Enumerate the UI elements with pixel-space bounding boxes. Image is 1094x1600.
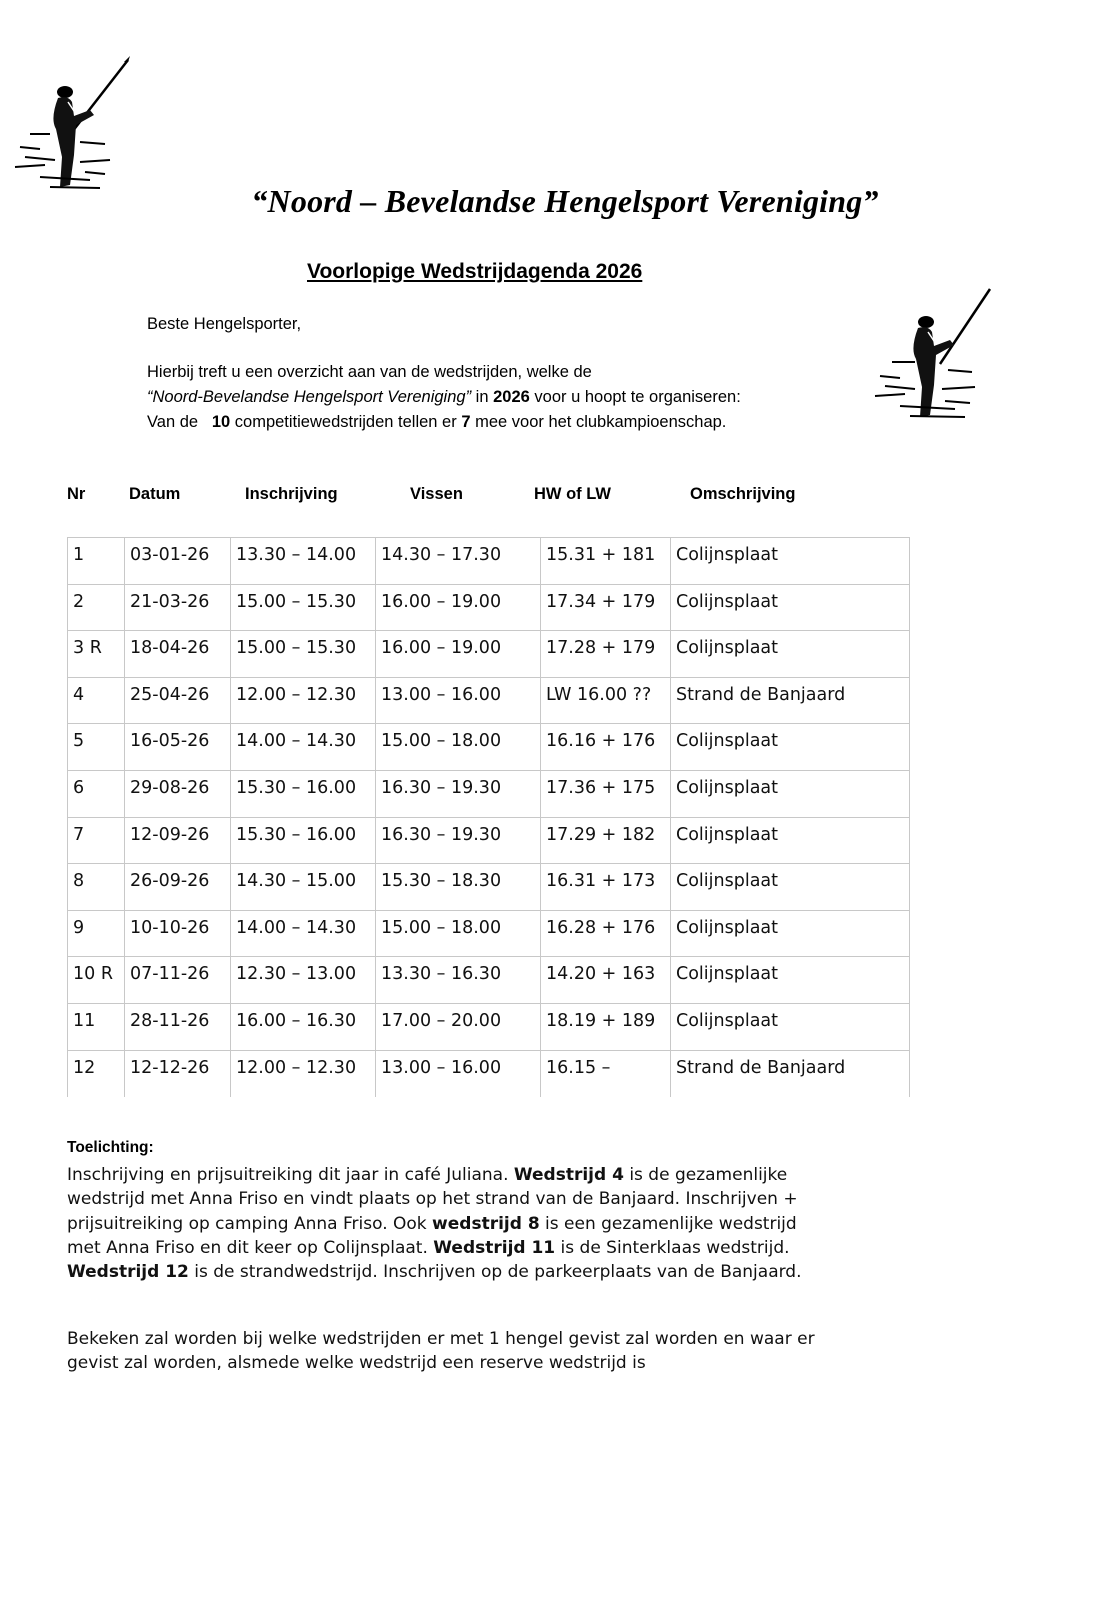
intro-line-2 xyxy=(147,385,741,410)
notes-text: Inschrijving en prijsuitreiking dit jaar in café Juliana. xyxy=(67,1165,514,1185)
document-title: Voorlopige Wedstrijdagenda 2026 xyxy=(307,260,643,283)
table-row xyxy=(68,817,910,864)
notes-line xyxy=(67,1163,907,1187)
cell-nr: 6 xyxy=(68,770,125,817)
fisherman-logo-left xyxy=(10,52,140,197)
table-row xyxy=(68,864,910,911)
fisherman-icon xyxy=(870,284,1000,424)
intro-text: mee voor het clubkampioenschap. xyxy=(470,413,727,431)
table-column-headers xyxy=(0,485,1094,509)
cell-omschrijving: Colijnsplaat xyxy=(671,770,910,817)
cell-datum: 16-05-26 xyxy=(125,724,231,771)
cell-inschrijving: 14.00 – 14.30 xyxy=(231,910,376,957)
cell-hw-lw: 17.36 + 175 xyxy=(541,770,671,817)
cell-vissen: 17.00 – 20.00 xyxy=(376,1003,541,1050)
cell-omschrijving: Strand de Banjaard xyxy=(671,677,910,724)
cell-nr: 9 xyxy=(68,910,125,957)
cell-omschrijving: Colijnsplaat xyxy=(671,631,910,678)
cell-datum: 10-10-26 xyxy=(125,910,231,957)
match-reference: Wedstrijd 12 xyxy=(67,1262,189,1283)
cell-inschrijving: 15.30 – 16.00 xyxy=(231,817,376,864)
column-header-datum: Datum xyxy=(129,485,181,503)
cell-nr: 12 xyxy=(68,1050,125,1097)
total-matches-bold: 10 xyxy=(211,413,231,431)
cell-vissen: 16.30 – 19.30 xyxy=(376,770,541,817)
fisherman-logo-right xyxy=(870,284,1000,424)
cell-inschrijving: 13.30 – 14.00 xyxy=(231,538,376,585)
column-header-nr: Nr xyxy=(67,485,86,503)
cell-nr: 7 xyxy=(68,817,125,864)
cell-datum: 25-04-26 xyxy=(125,677,231,724)
cell-hw-lw: 15.31 + 181 xyxy=(541,538,671,585)
table-row xyxy=(68,584,910,631)
cell-hw-lw: 14.20 + 163 xyxy=(541,957,671,1004)
organization-name-italic: “Noord-Bevelandse Hengelsport Vereniging” xyxy=(147,388,472,406)
cell-inschrijving: 16.00 – 16.30 xyxy=(231,1003,376,1050)
notes-text: is de gezamenlijke xyxy=(623,1165,788,1185)
table-row xyxy=(68,538,910,585)
cell-hw-lw: 17.29 + 182 xyxy=(541,817,671,864)
cell-omschrijving: Colijnsplaat xyxy=(671,864,910,911)
notes-line xyxy=(67,1260,907,1284)
cell-vissen: 15.00 – 18.00 xyxy=(376,910,541,957)
column-header-hw-lw: HW of LW xyxy=(534,485,611,503)
cell-hw-lw: 18.19 + 189 xyxy=(541,1003,671,1050)
cell-nr: 5 xyxy=(68,724,125,771)
notes-line: wedstrijd met Anna Friso en vindt plaats op het strand van de Banjaard. Inschrijven + xyxy=(67,1189,798,1210)
cell-inschrijving: 14.00 – 14.30 xyxy=(231,724,376,771)
cell-hw-lw: 16.31 + 173 xyxy=(541,864,671,911)
cell-nr: 3 R xyxy=(68,631,125,678)
table-row xyxy=(68,631,910,678)
cell-inschrijving: 12.30 – 13.00 xyxy=(231,957,376,1004)
intro-line-1: Hierbij treft u een overzicht aan van de wedstrijden, welke de xyxy=(147,363,592,381)
column-header-inschrijving: Inschrijving xyxy=(245,485,338,503)
table-row xyxy=(68,770,910,817)
cell-hw-lw: LW 16.00 ?? xyxy=(541,677,671,724)
table-row xyxy=(68,957,910,1004)
cell-omschrijving: Colijnsplaat xyxy=(671,724,910,771)
cell-hw-lw: 17.34 + 179 xyxy=(541,584,671,631)
cell-vissen: 16.00 – 19.00 xyxy=(376,631,541,678)
cell-datum: 18-04-26 xyxy=(125,631,231,678)
cell-vissen: 15.00 – 18.00 xyxy=(376,724,541,771)
table-row xyxy=(68,1050,910,1097)
intro-text: Van de xyxy=(147,413,212,431)
cell-omschrijving: Colijnsplaat xyxy=(671,817,910,864)
cell-datum: 07-11-26 xyxy=(125,957,231,1004)
table-row xyxy=(68,1003,910,1050)
cell-vissen: 13.30 – 16.30 xyxy=(376,957,541,1004)
cell-omschrijving: Colijnsplaat xyxy=(671,584,910,631)
cell-nr: 10 R xyxy=(68,957,125,1004)
notes-line xyxy=(67,1236,907,1260)
cell-datum: 29-08-26 xyxy=(125,770,231,817)
cell-vissen: 13.00 – 16.00 xyxy=(376,677,541,724)
notes-text: prijsuitreiking op camping Anna Friso. Ook xyxy=(67,1213,433,1234)
cell-vissen: 15.30 – 18.30 xyxy=(376,864,541,911)
year-bold: 2026 xyxy=(493,388,530,406)
cell-inschrijving: 15.00 – 15.30 xyxy=(231,631,376,678)
cell-hw-lw: 16.28 + 176 xyxy=(541,910,671,957)
notes-paragraph xyxy=(67,1163,907,1284)
cell-nr: 1 xyxy=(68,538,125,585)
match-reference: Wedstrijd 4 xyxy=(513,1165,624,1185)
cell-inschrijving: 12.00 – 12.30 xyxy=(231,677,376,724)
notes-text: met Anna Friso en dit keer op Colijnsplaat. xyxy=(67,1237,434,1258)
cell-nr: 2 xyxy=(68,584,125,631)
cell-hw-lw: 16.16 + 176 xyxy=(541,724,671,771)
intro-text: competitiewedstrijden tellen er xyxy=(230,413,462,431)
column-header-vissen: Vissen xyxy=(410,485,463,503)
cell-omschrijving: Colijnsplaat xyxy=(671,910,910,957)
column-header-omschrijving: Omschrijving xyxy=(690,485,796,503)
cell-vissen: 16.00 – 19.00 xyxy=(376,584,541,631)
cell-datum: 26-09-26 xyxy=(125,864,231,911)
table-row xyxy=(68,910,910,957)
cell-datum: 12-12-26 xyxy=(125,1050,231,1097)
cell-vissen: 14.30 – 17.30 xyxy=(376,538,541,585)
cell-datum: 12-09-26 xyxy=(125,817,231,864)
greeting: Beste Hengelsporter, xyxy=(147,315,302,333)
match-reference: Wedstrijd 11 xyxy=(433,1237,556,1258)
cell-nr: 4 xyxy=(68,677,125,724)
cell-inschrijving: 12.00 – 12.30 xyxy=(231,1050,376,1097)
table-row xyxy=(68,677,910,724)
cell-datum: 21-03-26 xyxy=(125,584,231,631)
cell-vissen: 13.00 – 16.00 xyxy=(376,1050,541,1097)
counted-matches-bold: 7 xyxy=(461,413,471,431)
notes-line: Bekeken zal worden bij welke wedstrijden er met 1 hengel gevist zal worden en waar er xyxy=(67,1329,815,1349)
cell-datum: 03-01-26 xyxy=(125,538,231,585)
cell-inschrijving: 15.00 – 15.30 xyxy=(231,584,376,631)
match-reference: wedstrijd 8 xyxy=(432,1213,540,1234)
cell-hw-lw: 17.28 + 179 xyxy=(541,631,671,678)
intro-line-3 xyxy=(147,410,726,435)
notes-line xyxy=(67,1212,907,1236)
notes-line: gevist zal worden, alsmede welke wedstrijd een reserve wedstrijd is xyxy=(67,1353,646,1374)
organization-title: “Noord – Bevelandse Hengelsport Vereniging” xyxy=(251,183,879,219)
notes-paragraph-2 xyxy=(67,1327,907,1376)
cell-inschrijving: 15.30 – 16.00 xyxy=(231,770,376,817)
cell-hw-lw: 16.15 – xyxy=(541,1050,671,1097)
cell-omschrijving: Colijnsplaat xyxy=(671,1003,910,1050)
cell-inschrijving: 14.30 – 15.00 xyxy=(231,864,376,911)
cell-omschrijving: Colijnsplaat xyxy=(671,957,910,1004)
cell-omschrijving: Colijnsplaat xyxy=(671,538,910,585)
schedule-table-body xyxy=(68,538,910,1098)
cell-vissen: 16.30 – 19.30 xyxy=(376,817,541,864)
notes-text: is de strandwedstrijd. Inschrijven op de parkeerplaats van de Banjaard. xyxy=(188,1262,802,1283)
schedule-table xyxy=(67,537,910,1097)
intro-text: voor u hoopt te organiseren: xyxy=(529,388,741,406)
cell-nr: 11 xyxy=(68,1003,125,1050)
notes-text: is een gezamenlijke wedstrijd xyxy=(539,1213,797,1234)
cell-omschrijving: Strand de Banjaard xyxy=(671,1050,910,1097)
notes-text: is de Sinterklaas wedstrijd. xyxy=(555,1237,790,1258)
intro-text: in xyxy=(471,388,494,406)
cell-nr: 8 xyxy=(68,864,125,911)
table-row xyxy=(68,724,910,771)
notes-title: Toelichting: xyxy=(67,1139,154,1156)
fisherman-icon xyxy=(10,52,140,197)
cell-datum: 28-11-26 xyxy=(125,1003,231,1050)
